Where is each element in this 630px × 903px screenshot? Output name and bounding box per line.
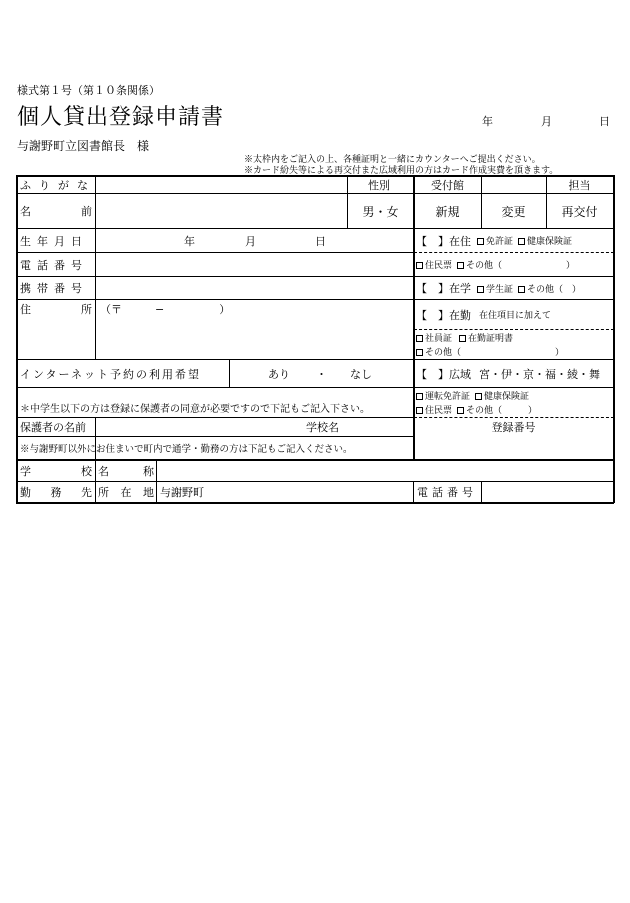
- insurance-checkbox[interactable]: 健康保険証: [518, 234, 572, 247]
- furigana-input[interactable]: [98, 176, 346, 193]
- work-other-checkbox[interactable]: その他（: [416, 345, 461, 358]
- work-label: 勤 務 先: [20, 486, 92, 499]
- reissue-option[interactable]: 再交付: [561, 204, 598, 219]
- work-docs-row: [416, 330, 612, 344]
- work-status-label: 【 】在勤: [416, 308, 471, 322]
- commuter-note: ※与謝野町以外にお住まいで町内で通学・勤務の方は下記もご記入ください。: [20, 444, 353, 455]
- resident-card-checkbox[interactable]: 住民票: [416, 258, 452, 271]
- phone-label: 電話番号: [20, 258, 88, 272]
- mobile-input[interactable]: [98, 277, 408, 299]
- registration-number-label: 登録番号: [491, 420, 536, 434]
- wide-other-row: [416, 402, 612, 416]
- checkbox-icon: [475, 393, 482, 400]
- school-name-field-label: 名 称: [98, 464, 154, 478]
- study-row: [416, 277, 612, 299]
- gender-options[interactable]: 男・女: [362, 204, 399, 219]
- wide-insurance-checkbox[interactable]: 健康保険証: [475, 389, 529, 402]
- staff-label: 担当: [568, 178, 591, 192]
- town-name: 与謝野町: [160, 486, 204, 499]
- gender-label: 性別: [368, 178, 390, 192]
- registration-number-input[interactable]: [416, 436, 612, 458]
- checkbox-icon: [477, 286, 484, 293]
- employee-id-checkbox[interactable]: 社員証: [416, 331, 452, 344]
- checkbox-icon: [457, 407, 464, 414]
- residence-docs-row: [416, 253, 612, 276]
- wide-area-label: 【 】広域: [416, 367, 471, 381]
- residence-other-checkbox[interactable]: その他（: [457, 258, 502, 271]
- residence-other-close: ）: [566, 261, 576, 271]
- wide-docs-row: [416, 389, 612, 402]
- internet-label: インターネット予約の利用希望: [20, 367, 202, 381]
- location-label: 所 在 地: [98, 486, 154, 499]
- birthdate-day-unit: 日: [315, 234, 326, 248]
- study-label: 【 】在学: [416, 282, 471, 295]
- school-label: 学 校: [20, 464, 92, 478]
- note-reissue: ※カード紛失等による再交付また広域利用の方はカード作成実費を頂きます。: [244, 166, 559, 176]
- work-row: [416, 300, 612, 329]
- residence-label: 【 】在住: [416, 234, 471, 248]
- work-other-close: ）: [555, 347, 565, 358]
- checkbox-icon: [416, 393, 423, 400]
- wide-other-close: ）: [528, 405, 538, 416]
- reception-label: 受付館: [431, 178, 464, 192]
- internet-separator: ・: [316, 367, 327, 381]
- driver-license-checkbox[interactable]: 運転免許証: [416, 389, 470, 402]
- checkbox-icon: [477, 238, 484, 245]
- work-cert-checkbox[interactable]: 在勤証明書: [459, 331, 513, 344]
- change-option[interactable]: 変更: [501, 204, 526, 219]
- checkbox-icon: [518, 286, 525, 293]
- date-year: 年: [482, 115, 493, 128]
- guardian-note: ＊中学生以下の方は登録に保護者の同意が必要ですので下記もご記入下さい。: [20, 404, 370, 415]
- furigana-label: ふりがな: [20, 178, 96, 192]
- postal-code[interactable]: （〒 − ）: [100, 303, 231, 316]
- note-submit: ※太枠内をご記入の上、各種証明と一緒にカウンターへご提出ください。: [244, 155, 541, 165]
- work-other-row: [416, 344, 612, 358]
- phone-input[interactable]: [98, 253, 408, 276]
- name-input[interactable]: [98, 194, 346, 228]
- study-other-checkbox[interactable]: その他（ ）: [518, 282, 581, 295]
- birthdate-label: 生年月日: [20, 234, 88, 248]
- date-month: 月: [541, 115, 552, 128]
- checkbox-icon: [416, 349, 423, 356]
- wide-resident-card-checkbox[interactable]: 住民票: [416, 403, 452, 416]
- internet-no[interactable]: なし: [350, 367, 372, 381]
- work-phone-label: 電話番号: [417, 486, 477, 499]
- checkbox-icon: [416, 262, 423, 269]
- checkbox-icon: [457, 262, 464, 269]
- student-id-checkbox[interactable]: 学生証: [477, 282, 513, 295]
- name-label: 名 前: [20, 205, 92, 218]
- wide-area-towns[interactable]: 宮・伊・京・福・綾・舞: [479, 367, 600, 381]
- page-title: 個人貸出登録申請書: [17, 105, 225, 130]
- checkbox-icon: [416, 335, 423, 342]
- mobile-label: 携帯番号: [20, 282, 88, 295]
- residence-row: [416, 229, 612, 252]
- guardian-name-label: 保護者の名前: [20, 421, 86, 434]
- form-number: 様式第１号（第１０条関係）: [17, 84, 160, 97]
- school-name-label: 学校名: [306, 421, 339, 434]
- work-note: 在住項目に加えて: [479, 311, 552, 321]
- internet-yes[interactable]: あり: [268, 367, 290, 381]
- address-label: 住 所: [20, 303, 92, 316]
- license-checkbox[interactable]: 免許証: [477, 234, 513, 247]
- birthdate-month-unit: 月: [245, 234, 256, 248]
- new-option[interactable]: 新規: [435, 204, 460, 219]
- checkbox-icon: [459, 335, 466, 342]
- checkbox-icon: [518, 238, 525, 245]
- addressee: 与謝野町立図書館長 様: [17, 139, 150, 153]
- school-name-input[interactable]: [158, 460, 608, 481]
- birthdate-year-unit: 年: [184, 234, 195, 248]
- checkbox-icon: [416, 407, 423, 414]
- wide-area-row: [416, 360, 612, 387]
- date-day: 日: [599, 115, 610, 128]
- wide-other-checkbox[interactable]: その他（: [457, 403, 502, 416]
